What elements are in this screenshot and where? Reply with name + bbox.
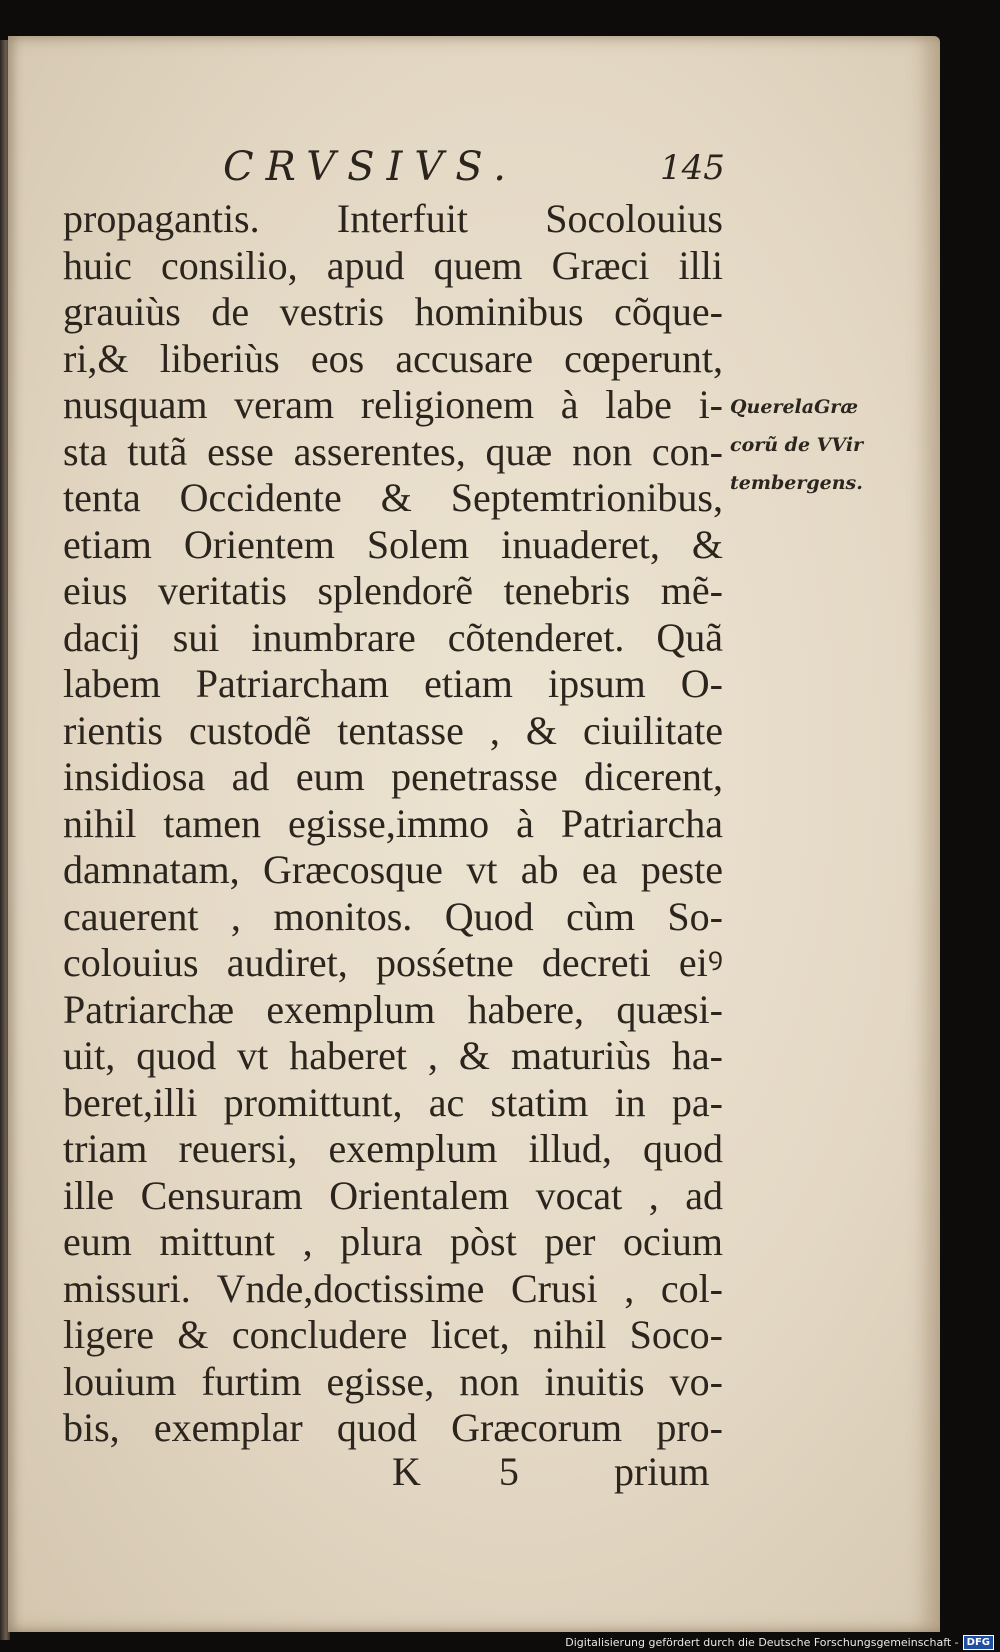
running-head: CRVSIVS.: [223, 144, 518, 190]
text-line: grauiùs de vestris hominibus cõque-: [63, 289, 723, 334]
text-line: nusquam veram religionem à labe i-: [63, 382, 723, 427]
text-line: insidiosa ad eum penetrasse dicerent,: [63, 754, 723, 799]
text-line: labem Patriarcham etiam ipsum O-: [63, 661, 723, 706]
text-line: uit, quod vt haberet , & maturiùs ha-: [63, 1033, 723, 1078]
catchline: [8, 1448, 948, 1498]
text-line: eius veritatis splendorẽ tenebris mẽ-: [63, 568, 723, 613]
text-line: louium furtim egisse, non inuitis vo-: [63, 1358, 723, 1404]
text-line: dacij sui inumbrare cõtenderet. Quã: [63, 614, 723, 660]
text-line: sta tutã esse asserentes, quæ non con-: [63, 428, 723, 474]
dfg-logo: DFG: [963, 1635, 994, 1650]
credit-text: Digitalisierung gefördert durch die Deutsche Forschungsgemeinschaft -: [565, 1635, 959, 1649]
text-line: etiam Orientem Solem inuaderet, &: [63, 521, 723, 567]
marginal-note: [730, 388, 880, 502]
body-text: [63, 196, 723, 1452]
text-line: ille Censuram Orientalem vocat , ad: [63, 1172, 723, 1218]
text-line: beret,illi promittunt, ac statim in pa-: [63, 1079, 723, 1125]
text-line: damnatam, Græcosque vt ab ea peste: [63, 847, 723, 892]
digitization-credit: [565, 1634, 994, 1650]
text-line: tenta Occidente & Septemtrionibus,: [63, 475, 723, 520]
text-line: ligere & concludere licet, nihil Soco-: [63, 1312, 723, 1357]
page-number: 145: [660, 148, 725, 188]
marginal-note-line: QuerelaGræ: [730, 396, 859, 418]
text-line: ri,& liberiùs eos accusare cœperunt,: [63, 335, 723, 381]
signature-mark: K 5: [392, 1449, 553, 1494]
text-line: bis, exemplar quod Græcorum pro-: [63, 1405, 723, 1450]
text-line: cauerent , monitos. Quod cùm So-: [63, 893, 723, 939]
text-line: huic consilio, apud quem Græci illi: [63, 242, 723, 288]
text-line: triam reuersi, exemplum illud, quod: [63, 1126, 723, 1171]
text-line: Patriarchæ exemplum habere, quæsi-: [63, 986, 723, 1032]
text-line: propagantis. Interfuit Socolouius: [63, 196, 723, 241]
marginal-note-line: tembergens.: [730, 472, 863, 494]
text-line: rientis custodẽ tentasse , & ciuilitate: [63, 707, 723, 753]
marginal-note-line: corũ de VVir: [730, 434, 864, 456]
text-line: missuri. Vnde,doctissime Crusi , col-: [63, 1265, 723, 1311]
text-line: eum mittunt , plura pòst per ocium: [63, 1219, 723, 1264]
printed-page: [8, 36, 940, 1632]
text-line: colouius audiret, posśetne decreti eiꝰ: [63, 940, 723, 985]
catchword: prium: [614, 1449, 710, 1494]
text-line: nihil tamen egisse,immo à Patriarcha: [63, 800, 723, 846]
